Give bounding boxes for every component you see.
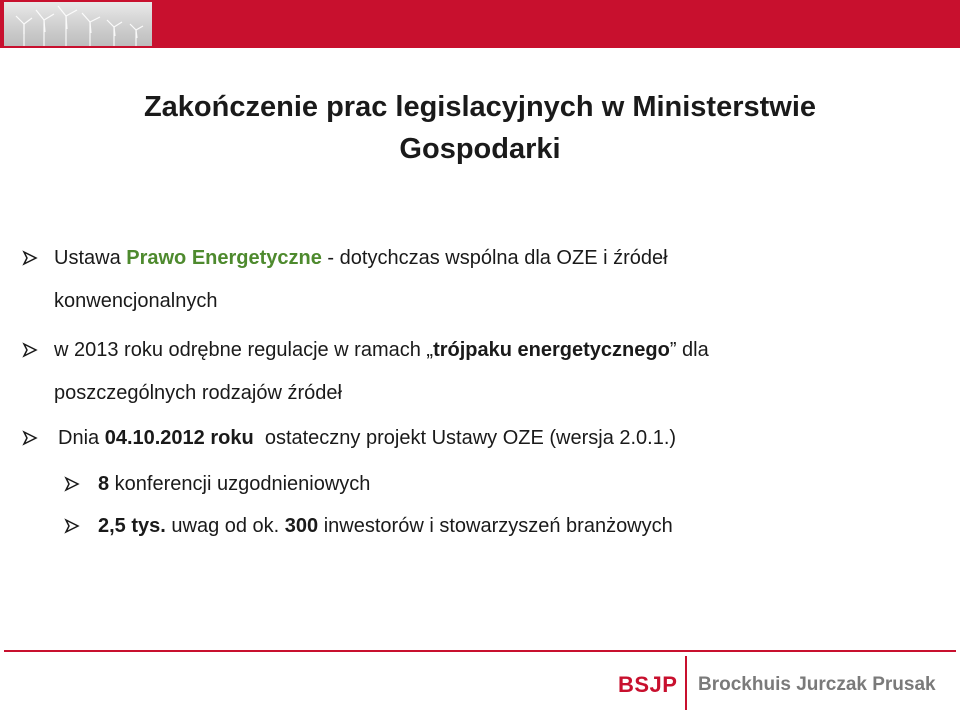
bullet-3-date: 04.10.2012 roku	[104, 427, 254, 449]
sub-bullet-2-number: 2,5 tys.	[98, 515, 166, 537]
bullet-3-text: Dnia	[58, 427, 105, 449]
bullet-2-line-2: poszczególnych rodzajów źródeł	[54, 382, 342, 404]
sub-bullet-1-number: 8	[98, 473, 110, 495]
arrow-bullet-icon	[22, 342, 38, 358]
bullet-3-text-rest: ostateczny projekt Ustawy OZE (wersja 2.0.1.)	[253, 427, 677, 449]
bullet-2-highlight: trójpaku energetycznego	[433, 339, 670, 361]
sub-bullet-2-text-rest: inwestorów i stowarzyszeń branżowych	[318, 515, 673, 537]
bullet-2-text-rest: ” dla	[669, 339, 709, 361]
bullet-1-line-2: konwencjonalnych	[54, 290, 218, 312]
bullet-1-line-1	[54, 246, 668, 270]
arrow-bullet-icon	[64, 476, 80, 492]
logo-separator	[685, 656, 687, 710]
arrow-bullet-icon	[22, 250, 38, 266]
sub-bullet-2-number-2: 300	[284, 515, 319, 537]
arrow-bullet-icon	[64, 518, 80, 534]
bullet-1-text: Ustawa	[54, 247, 127, 269]
bullet-3-line	[58, 426, 676, 450]
footer-divider	[4, 650, 956, 652]
logo-full-name: Brockhuis Jurczak Prusak	[698, 674, 936, 695]
sub-bullet-2-text: uwag od ok.	[165, 515, 285, 537]
logo-short: BSJP	[618, 672, 678, 697]
bullet-2-text: w 2013 roku odrębne regulacje w ramach „	[54, 339, 434, 361]
sub-bullet-1-line	[98, 472, 370, 496]
arrow-bullet-icon	[22, 430, 38, 446]
sub-bullet-1-text: konferencji uzgodnieniowych	[109, 473, 371, 495]
bullet-1-text-rest: - dotychczas wspólna dla OZE i źródeł	[321, 247, 668, 269]
bullet-1-highlight: Prawo Energetyczne	[126, 247, 322, 269]
header-band	[0, 0, 960, 48]
page-title: Zakończenie prac legislacyjnych w Ministerstwie Gospodarki	[143, 91, 817, 165]
sub-bullet-2-line	[98, 514, 673, 538]
bullet-2-line-1	[54, 338, 709, 362]
wind-turbines-image	[4, 2, 152, 46]
